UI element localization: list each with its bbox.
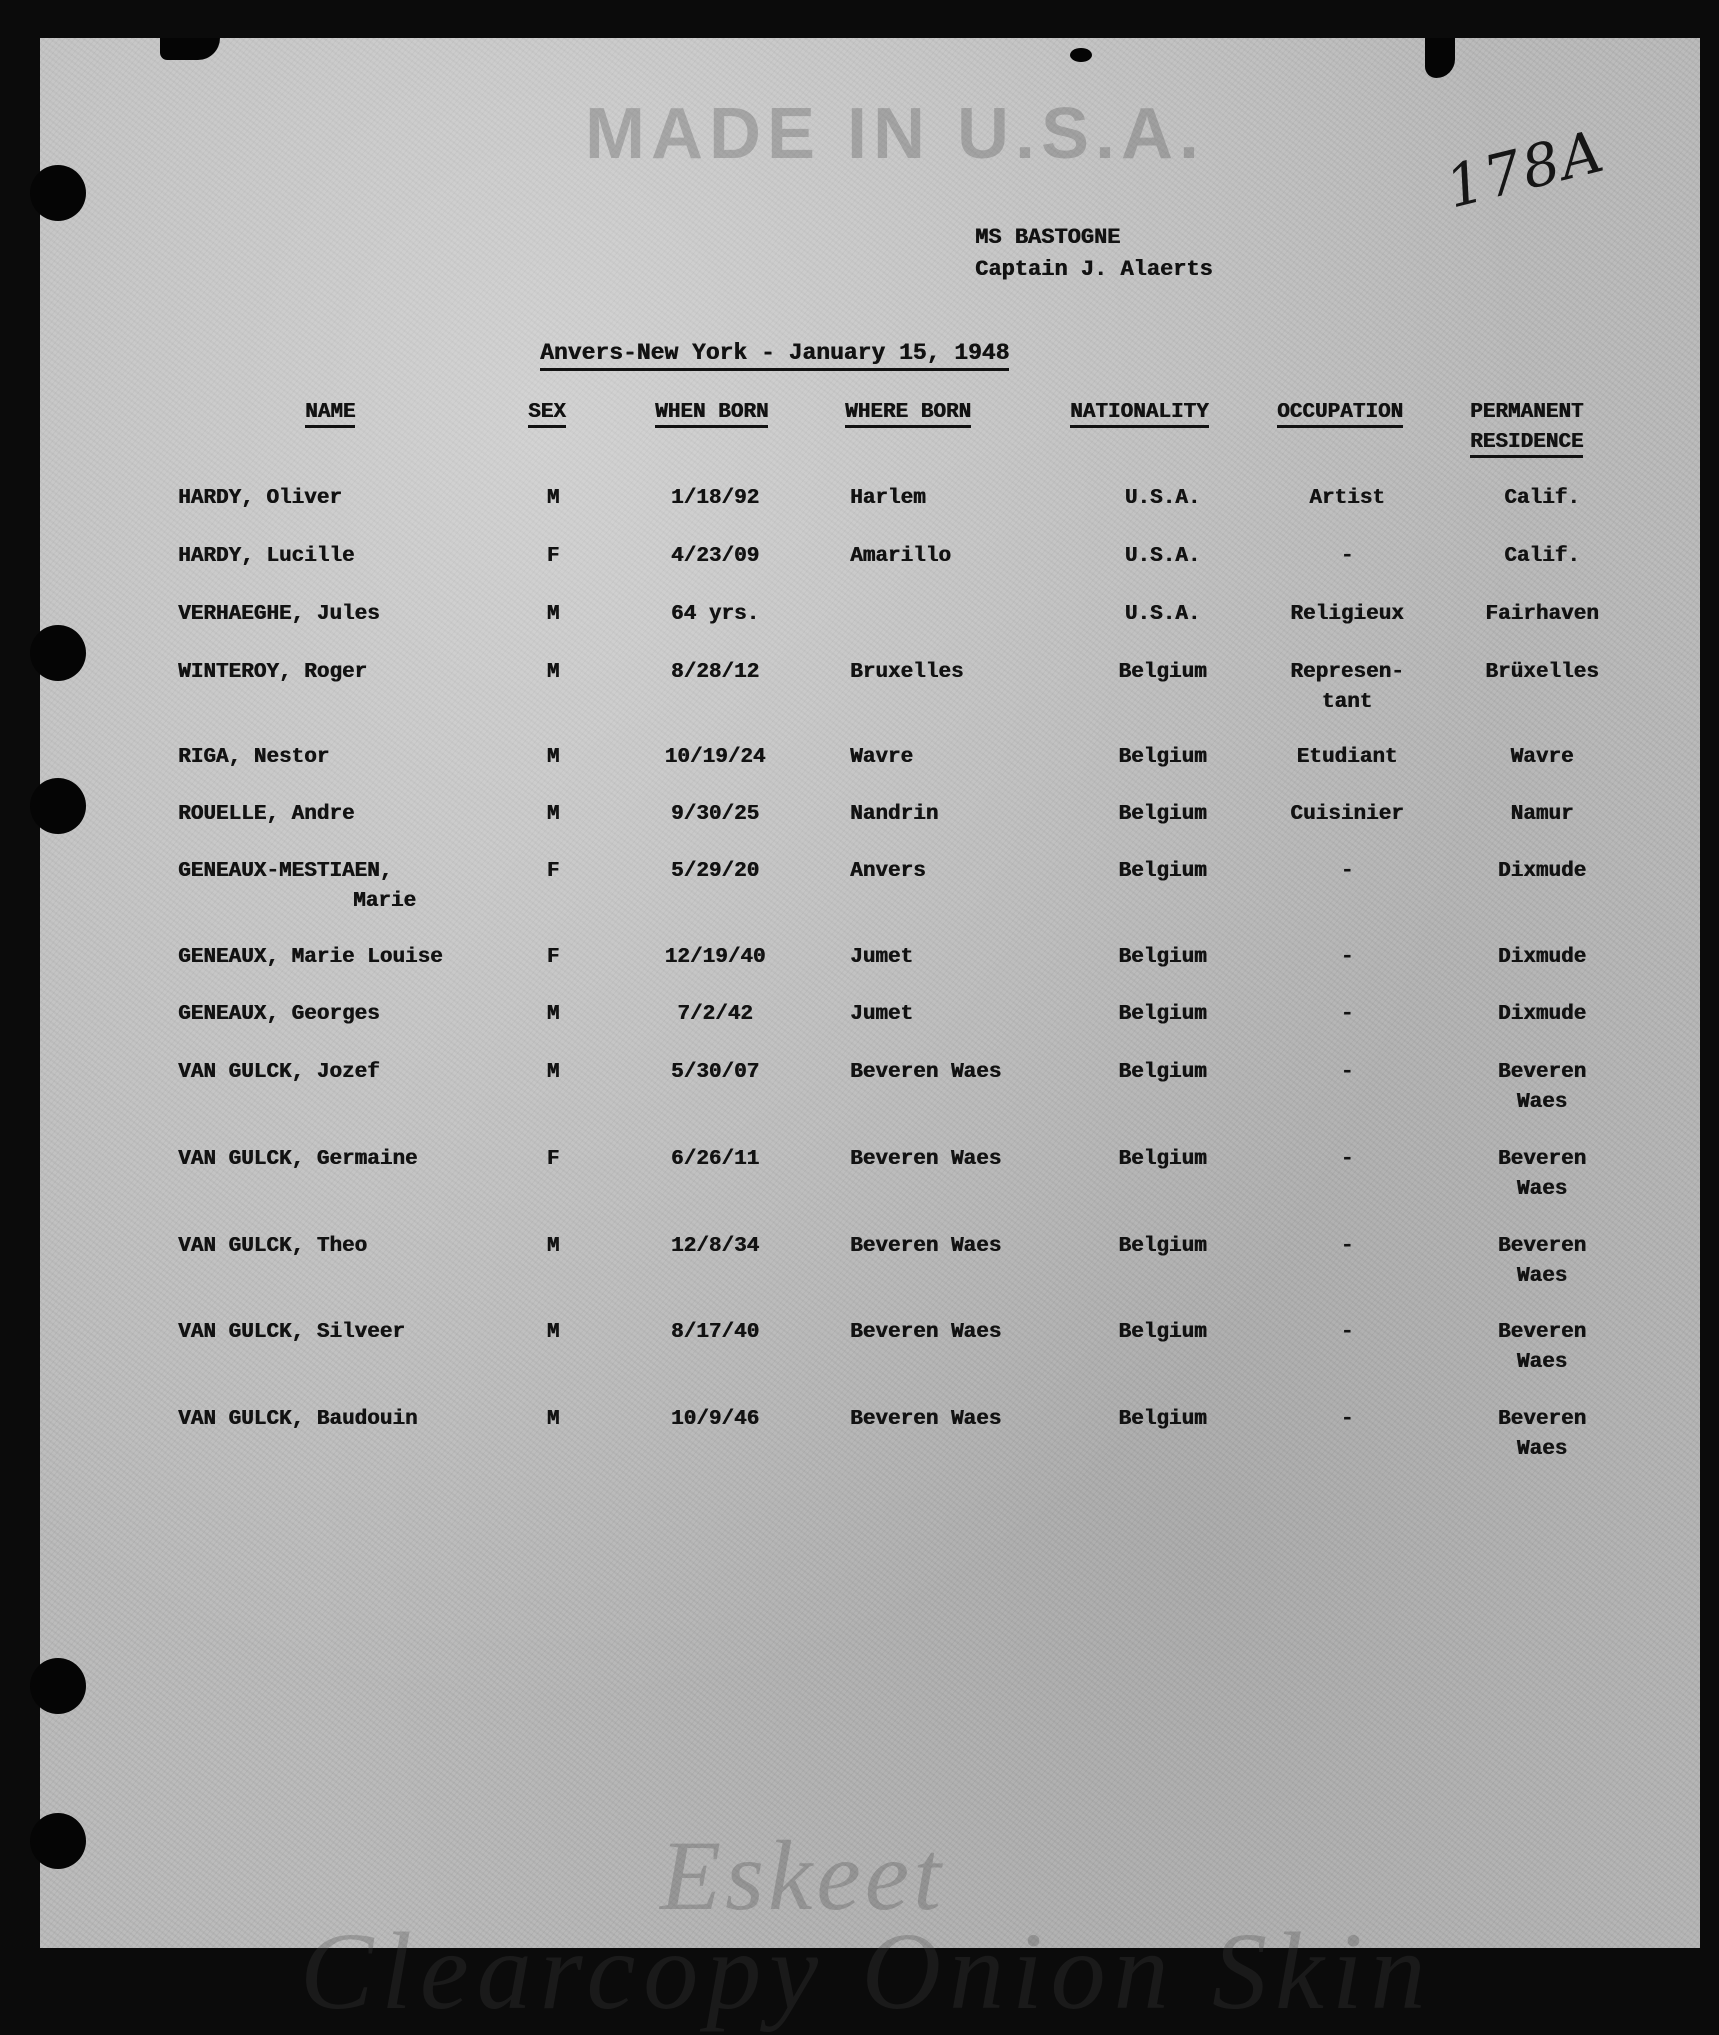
header-name: NAME [305, 398, 355, 428]
made-in-usa-watermark: MADE IN U.S.A. [585, 94, 1206, 174]
passenger-residence: Beveren Waes [1497, 1408, 1587, 1461]
passenger-sex: M [546, 746, 560, 769]
passenger-birthplace: Anvers [850, 860, 926, 883]
passenger-residence: Dixmude [1497, 860, 1587, 883]
passenger-birth-date: 4/23/09 [670, 545, 760, 568]
passenger-residence: Calif. [1504, 487, 1580, 510]
passenger-occupation: Cuisinier [1290, 803, 1404, 826]
passenger-birthplace: Amarillo [850, 545, 951, 568]
ship-name: MS BASTOGNE [975, 225, 1121, 250]
passenger-name: VAN GULCK, Germaine [178, 1148, 418, 1171]
passenger-nationality: Belgium [1118, 746, 1207, 769]
passenger-sex: M [546, 487, 560, 510]
passenger-birth-date: 12/8/34 [670, 1235, 760, 1258]
document-page [40, 38, 1700, 2032]
passenger-birth-date: 5/30/07 [670, 1061, 760, 1084]
passenger-birth-date: 5/29/20 [670, 860, 760, 883]
passenger-nationality: U.S.A. [1124, 545, 1201, 568]
passenger-nationality: Belgium [1118, 1148, 1207, 1171]
passenger-occupation: - [1340, 545, 1354, 568]
passenger-occupation: - [1340, 1235, 1354, 1258]
passenger-birthplace: Beveren Waes [850, 1321, 1002, 1344]
passenger-name: ROUELLE, Andre [178, 803, 355, 826]
passenger-birthplace: Harlem [850, 487, 926, 510]
passenger-nationality: Belgium [1118, 946, 1207, 969]
passenger-nationality: Belgium [1118, 1408, 1207, 1431]
passenger-name: GENEAUX, Marie Louise [178, 946, 443, 969]
passenger-occupation: Etudiant [1296, 746, 1398, 769]
passenger-occupation: - [1340, 946, 1354, 969]
passenger-residence: Beveren Waes [1497, 1321, 1587, 1374]
passenger-sex: F [546, 860, 560, 883]
passenger-birthplace: Beveren Waes [850, 1148, 1002, 1171]
header-where-born: WHERE BORN [845, 398, 971, 428]
passenger-name: GENEAUX-MESTIAEN, Marie [178, 860, 417, 913]
punch-hole [30, 165, 86, 221]
passenger-occupation: Represen- tant [1290, 661, 1404, 714]
passenger-residence: Fairhaven [1485, 603, 1599, 626]
passenger-sex: M [546, 661, 560, 684]
passenger-sex: M [546, 1003, 560, 1026]
passenger-residence: Namur [1510, 803, 1574, 826]
passenger-name: HARDY, Lucille [178, 545, 355, 568]
passenger-name: VAN GULCK, Jozef [178, 1061, 380, 1084]
passenger-name: VAN GULCK, Baudouin [178, 1408, 418, 1431]
passenger-birth-date: 10/9/46 [670, 1408, 760, 1431]
passenger-occupation: - [1340, 1061, 1354, 1084]
route-title: Anvers-New York - January 15, 1948 [540, 340, 1009, 371]
passenger-nationality: Belgium [1118, 1235, 1207, 1258]
passenger-residence: Beveren Waes [1497, 1061, 1587, 1114]
passenger-birth-date: 1/18/92 [670, 487, 760, 510]
passenger-sex: M [546, 603, 560, 626]
passenger-sex: M [546, 1408, 560, 1431]
header-permanent-residence: PERMANENT RESIDENCE [1470, 398, 1583, 458]
header-nationality: NATIONALITY [1070, 398, 1209, 428]
passenger-occupation: - [1340, 1321, 1354, 1344]
passenger-occupation: - [1340, 1003, 1354, 1026]
passenger-sex: F [546, 946, 560, 969]
passenger-birth-date: 12/19/40 [664, 946, 766, 969]
passenger-nationality: Belgium [1118, 1321, 1207, 1344]
passenger-birth-date: 8/28/12 [670, 661, 760, 684]
passenger-residence: Calif. [1504, 545, 1580, 568]
passenger-birthplace: Nandrin [850, 803, 939, 826]
header-when-born: WHEN BORN [655, 398, 768, 428]
passenger-nationality: Belgium [1118, 1061, 1207, 1084]
passenger-nationality: U.S.A. [1124, 603, 1201, 626]
passenger-nationality: U.S.A. [1124, 487, 1201, 510]
passenger-residence: Beveren Waes [1497, 1148, 1587, 1201]
passenger-name: VAN GULCK, Theo [178, 1235, 368, 1258]
passenger-occupation: Artist [1309, 487, 1385, 510]
passenger-birthplace: Beveren Waes [850, 1061, 1002, 1084]
passenger-birth-date: 6/26/11 [670, 1148, 760, 1171]
passenger-name: WINTEROY, Roger [178, 661, 368, 684]
punch-hole [30, 778, 86, 834]
passenger-birth-date: 8/17/40 [670, 1321, 760, 1344]
passenger-nationality: Belgium [1118, 661, 1207, 684]
paper-brand-watermark: Clearcopy Onion Skin [300, 1910, 1434, 2032]
paper-tear [1070, 48, 1092, 62]
passenger-birthplace: Beveren Waes [850, 1235, 1002, 1258]
signature-stamp: Eskeet [660, 1820, 945, 1931]
passenger-birth-date: 9/30/25 [670, 803, 760, 826]
archive-number-handwritten: 178A [1439, 116, 1612, 222]
passenger-name: RIGA, Nestor [178, 746, 330, 769]
ship-info [975, 222, 1213, 286]
punch-hole [30, 1813, 86, 1869]
passenger-birthplace: Jumet [850, 1003, 914, 1026]
passenger-nationality: Belgium [1118, 1003, 1207, 1026]
passenger-name: GENEAUX, Georges [178, 1003, 380, 1026]
passenger-birth-date: 64 yrs. [670, 603, 760, 626]
passenger-sex: F [546, 1148, 560, 1171]
passenger-sex: M [546, 1061, 560, 1084]
passenger-sex: M [546, 803, 560, 826]
passenger-occupation: - [1340, 860, 1354, 883]
passenger-residence: Dixmude [1497, 1003, 1587, 1026]
passenger-sex: M [546, 1235, 560, 1258]
passenger-sex: F [546, 545, 560, 568]
passenger-nationality: Belgium [1118, 860, 1207, 883]
header-sex: SEX [528, 398, 566, 428]
passenger-birthplace: Wavre [850, 746, 914, 769]
passenger-birth-date: 7/2/42 [677, 1003, 753, 1026]
header-occupation: OCCUPATION [1277, 398, 1403, 428]
passenger-sex: M [546, 1321, 560, 1344]
punch-hole [30, 625, 86, 681]
passenger-birthplace: Bruxelles [850, 661, 964, 684]
passenger-residence: Wavre [1510, 746, 1574, 769]
passenger-occupation: - [1340, 1408, 1354, 1431]
passenger-occupation: Religieux [1290, 603, 1404, 626]
passenger-residence: Brüxelles [1485, 661, 1599, 684]
passenger-name: HARDY, Oliver [178, 487, 342, 510]
passenger-birthplace: Jumet [850, 946, 914, 969]
passenger-birth-date: 10/19/24 [664, 746, 766, 769]
passenger-residence: Dixmude [1497, 946, 1587, 969]
passenger-residence: Beveren Waes [1497, 1235, 1587, 1288]
passenger-occupation: - [1340, 1148, 1354, 1171]
captain-name: Captain J. Alaerts [975, 257, 1213, 282]
passenger-name: VERHAEGHE, Jules [178, 603, 380, 626]
passenger-name: VAN GULCK, Silveer [178, 1321, 405, 1344]
passenger-birthplace: Beveren Waes [850, 1408, 1002, 1431]
passenger-nationality: Belgium [1118, 803, 1207, 826]
punch-hole [30, 1658, 86, 1714]
